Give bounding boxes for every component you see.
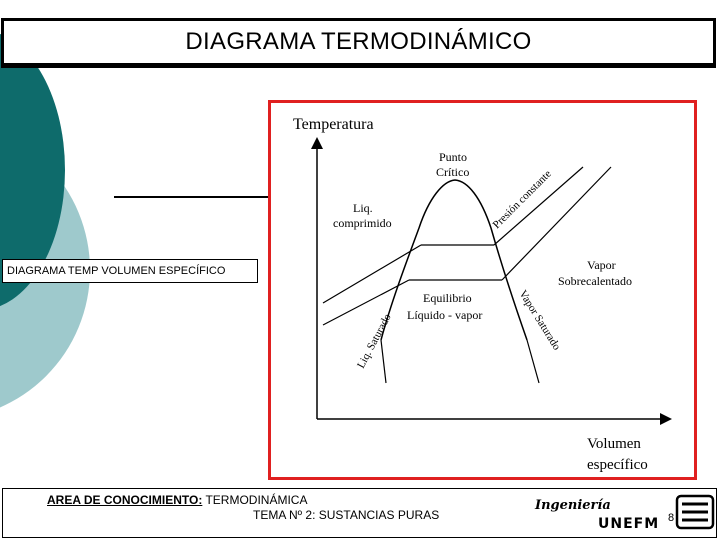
saturated-vapor-label: Vapor Saturado: [516, 288, 563, 353]
sat-liquid-line: [381, 340, 386, 383]
footer-area-line: [47, 493, 307, 507]
diagram-frame: [268, 100, 697, 480]
critical-point-label-1: Punto: [439, 150, 468, 164]
y-axis-label: Temperatura: [293, 116, 374, 133]
equilibrium-label-1: Equilibrio: [423, 291, 472, 305]
temperature-volume-diagram: [271, 103, 694, 477]
slide-title: DIAGRAMA TERMODINÁMICO: [185, 28, 532, 55]
unefm-logo-icon: [674, 492, 718, 532]
isobar-upper-left: [323, 245, 421, 303]
equilibrium-label-2: Líquido - vapor: [407, 308, 483, 322]
page-number: 8: [668, 512, 675, 524]
area-value: TERMODINÁMICA: [205, 493, 308, 507]
logo-text: Ingeniería: [535, 498, 611, 513]
sat-vapor-line: [527, 340, 539, 383]
side-label-text: DIAGRAMA TEMP VOLUMEN ESPECÍFICO: [7, 265, 226, 277]
connector-line: [114, 196, 270, 198]
x-axis-label-1: Volumen: [587, 436, 641, 452]
superheated-vapor-label-1: Vapor: [587, 258, 616, 272]
x-axis-label-2: específico: [587, 457, 648, 473]
area-label: AREA DE CONOCIMIENTO:: [47, 493, 203, 507]
footer-topic: TEMA Nº 2: SUSTANCIAS PURAS: [253, 508, 440, 522]
critical-point-label-2: Crítico: [436, 165, 470, 179]
compressed-liquid-label-2: comprimido: [333, 216, 392, 230]
isobar-lower-left: [323, 280, 409, 325]
logo-org: UNEFM: [598, 516, 660, 532]
saturated-liquid-label: Liq. Saturado: [355, 311, 394, 371]
compressed-liquid-label-1: Liq.: [353, 201, 373, 215]
constant-pressure-label: Presión constante: [490, 167, 554, 232]
superheated-vapor-label-2: Sobrecalentado: [558, 274, 632, 288]
side-label: [2, 259, 258, 283]
slide-title-bar: [1, 18, 716, 68]
